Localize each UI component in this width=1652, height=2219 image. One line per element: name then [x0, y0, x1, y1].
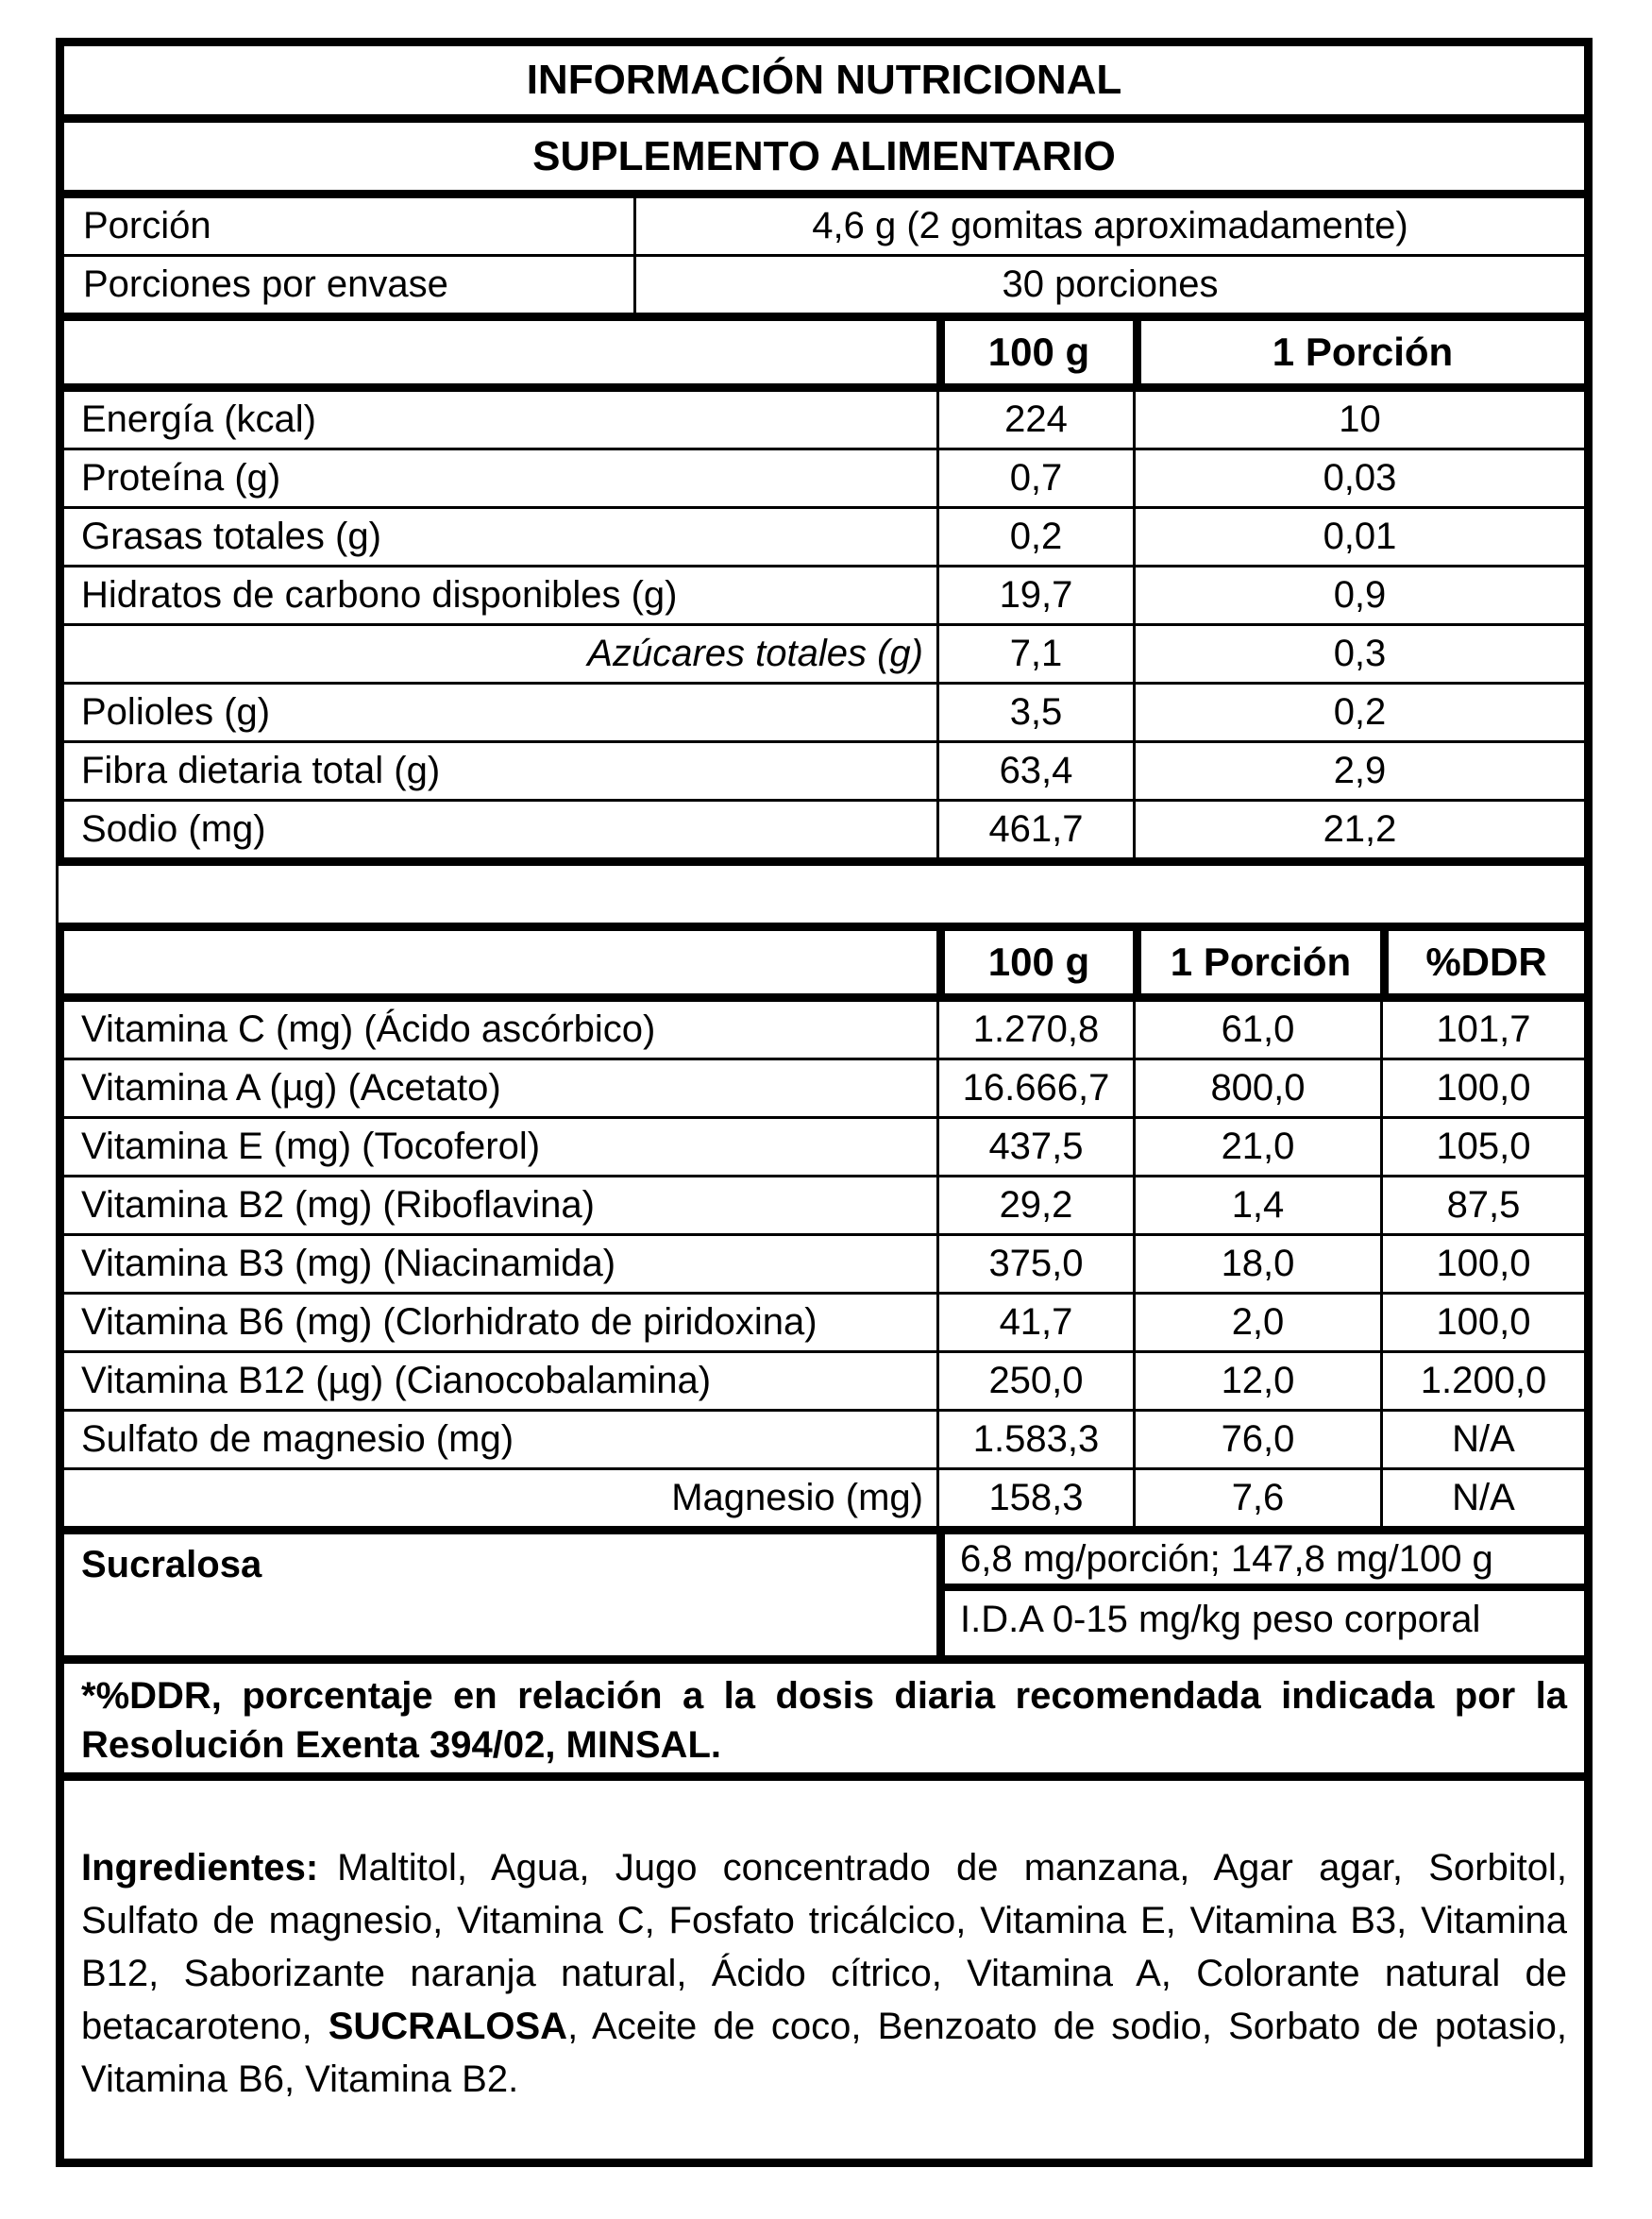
value-100g: 1.270,8 [936, 1002, 1133, 1058]
row-label: Vitamina B12 (µg) (Cianocobalamina) [81, 1360, 712, 1401]
value-ddr: 100,0 [1380, 1060, 1584, 1116]
value-ddr: 100,0 [1380, 1295, 1584, 1350]
value-100g: 437,5 [936, 1119, 1133, 1175]
sucralose-label: Sucralosa [81, 1544, 262, 1585]
sucralose-amount: 6,8 mg/porción; 147,8 mg/100 g [945, 1534, 1584, 1591]
value-portion: 0,2 [1133, 685, 1584, 740]
vitamins-header-row [56, 931, 1593, 1002]
table-row-total-fat [56, 509, 1593, 567]
value-100g: 0,7 [936, 450, 1133, 506]
value-ddr: N/A [1380, 1412, 1584, 1467]
servings-per-container-label: Porciones por envase [83, 263, 448, 305]
value-portion: 800,0 [1133, 1060, 1380, 1116]
row-label: Fibra dietaria total (g) [81, 750, 441, 791]
row-label: Sulfato de magnesio (mg) [81, 1418, 514, 1460]
table-row-vitamin-e [56, 1119, 1593, 1177]
nutrition-label [56, 38, 1593, 2167]
row-label: Vitamina B3 (mg) (Niacinamida) [81, 1243, 616, 1284]
table-row-carbohydrates [56, 567, 1593, 626]
sucralose-values [936, 1534, 1584, 1655]
sucralose-row [56, 1534, 1593, 1664]
ingredients-row [56, 1781, 1593, 2167]
value-100g: 250,0 [936, 1353, 1133, 1409]
serving-row [56, 198, 1593, 257]
row-label: Vitamina C (mg) (Ácido ascórbico) [81, 1008, 656, 1050]
value-portion: 21,0 [1133, 1119, 1380, 1175]
value-100g: 41,7 [936, 1295, 1133, 1350]
row-label: Vitamina E (mg) (Tocoferol) [81, 1126, 541, 1167]
value-100g: 224 [936, 392, 1133, 448]
column-header-ddr: %DDR [1380, 931, 1584, 993]
value-portion: 21,2 [1133, 802, 1584, 857]
ddr-footnote-row [56, 1664, 1593, 1781]
macronutrients-header-row [56, 321, 1593, 392]
row-label: Proteína (g) [81, 457, 281, 499]
table-row-polyols [56, 685, 1593, 743]
value-portion: 7,6 [1133, 1470, 1380, 1526]
value-portion: 76,0 [1133, 1412, 1380, 1467]
value-portion: 61,0 [1133, 1002, 1380, 1058]
value-100g: 29,2 [936, 1177, 1133, 1233]
ingredients-list-part2: , Aceite de coco, Benzoato de sodio, Sorbato de potasio, Vitamina B6, Vitamina B2. [81, 2006, 1567, 2100]
table-row-vitamin-a [56, 1060, 1593, 1119]
ddr-footnote: *%DDR, porcentaje en relación a la dosis diaria recomendada indicada por la Resolución Exenta 394/02, MINSAL. [81, 1675, 1567, 1766]
ingredients-label: Ingredientes: [81, 1847, 319, 1889]
table-row-vitamin-b6 [56, 1295, 1593, 1353]
column-header-portion: 1 Porción [1133, 321, 1584, 383]
value-ddr: 100,0 [1380, 1236, 1584, 1292]
ingredients-sucralose-highlight: SUCRALOSA [328, 2006, 568, 2047]
value-100g: 16.666,7 [936, 1060, 1133, 1116]
value-ddr: 105,0 [1380, 1119, 1584, 1175]
value-portion: 0,9 [1133, 567, 1584, 623]
value-portion: 0,01 [1133, 509, 1584, 565]
table-row-vitamin-b3 [56, 1236, 1593, 1295]
value-100g: 461,7 [936, 802, 1133, 857]
table-row-vitamin-b12 [56, 1353, 1593, 1412]
value-100g: 1.583,3 [936, 1412, 1133, 1467]
table-row-magnesium-sulfate [56, 1412, 1593, 1470]
table-gap [56, 866, 1593, 931]
value-portion: 0,3 [1133, 626, 1584, 682]
sucralose-ida: I.D.A 0-15 mg/kg peso corporal [960, 1598, 1481, 1640]
row-label: Energía (kcal) [81, 398, 316, 440]
row-label: Vitamina B6 (mg) (Clorhidrato de piridoxina) [81, 1301, 818, 1343]
table-row-total-sugars [56, 626, 1593, 685]
label-subtitle: SUPLEMENTO ALIMENTARIO [532, 132, 1116, 179]
ingredients-paragraph [64, 1781, 1584, 2106]
table-row-protein [56, 450, 1593, 509]
value-portion: 1,4 [1133, 1177, 1380, 1233]
ingredients-list-part1: Maltitol, Agua, Jugo concentrado de manzana, Agar agar, Sorbitol, Sulfato de magnesio, Vitamina C, Fosfato tricálcico, Vitamina E, Vitamina B3, Vitamina B12, Saborizante naranja natural, Ácido cítrico, Vitamina A, Colorante natural de betacaroteno, [81, 1847, 1567, 2047]
value-ddr: 1.200,0 [1380, 1353, 1584, 1409]
serving-size-value: 4,6 g (2 gomitas aproximadamente) [633, 198, 1584, 254]
servings-per-container-row [56, 257, 1593, 321]
table-row-vitamin-b2 [56, 1177, 1593, 1236]
value-portion: 2,0 [1133, 1295, 1380, 1350]
label-title-row [56, 38, 1593, 123]
row-label: Hidratos de carbono disponibles (g) [81, 574, 678, 616]
value-ddr: 87,5 [1380, 1177, 1584, 1233]
row-label: Magnesio (mg) [671, 1477, 923, 1518]
value-ddr: 101,7 [1380, 1002, 1584, 1058]
value-100g: 158,3 [936, 1470, 1133, 1526]
value-portion: 12,0 [1133, 1353, 1380, 1409]
row-label: Azúcares totales (g) [587, 633, 923, 674]
row-label: Vitamina B2 (mg) (Riboflavina) [81, 1184, 595, 1226]
serving-size-label: Porción [83, 205, 211, 246]
table-row-dietary-fiber [56, 743, 1593, 802]
row-label: Polioles (g) [81, 691, 271, 733]
vitamins-header-spacer [64, 931, 936, 993]
value-100g: 3,5 [936, 685, 1133, 740]
value-portion: 2,9 [1133, 743, 1584, 799]
column-header-100g: 100 g [936, 321, 1133, 383]
table-row-energy [56, 392, 1593, 450]
value-100g: 375,0 [936, 1236, 1133, 1292]
value-portion: 18,0 [1133, 1236, 1380, 1292]
row-label: Grasas totales (g) [81, 516, 381, 557]
value-portion: 0,03 [1133, 450, 1584, 506]
column-header-100g: 100 g [936, 931, 1133, 993]
value-100g: 0,2 [936, 509, 1133, 565]
column-header-portion: 1 Porción [1133, 931, 1380, 993]
label-subtitle-row [56, 123, 1593, 198]
value-100g: 7,1 [936, 626, 1133, 682]
value-100g: 63,4 [936, 743, 1133, 799]
table-row-vitamin-c [56, 1002, 1593, 1060]
servings-per-container-value: 30 porciones [633, 257, 1584, 313]
row-label: Sodio (mg) [81, 808, 266, 850]
table-row-magnesium [56, 1470, 1593, 1534]
row-label: Vitamina A (µg) (Acetato) [81, 1067, 501, 1109]
value-100g: 19,7 [936, 567, 1133, 623]
macronutrients-header-spacer [64, 321, 936, 383]
value-ddr: N/A [1380, 1470, 1584, 1526]
value-portion: 10 [1133, 392, 1584, 448]
label-title: INFORMACIÓN NUTRICIONAL [526, 57, 1122, 103]
table-row-sodium [56, 802, 1593, 866]
